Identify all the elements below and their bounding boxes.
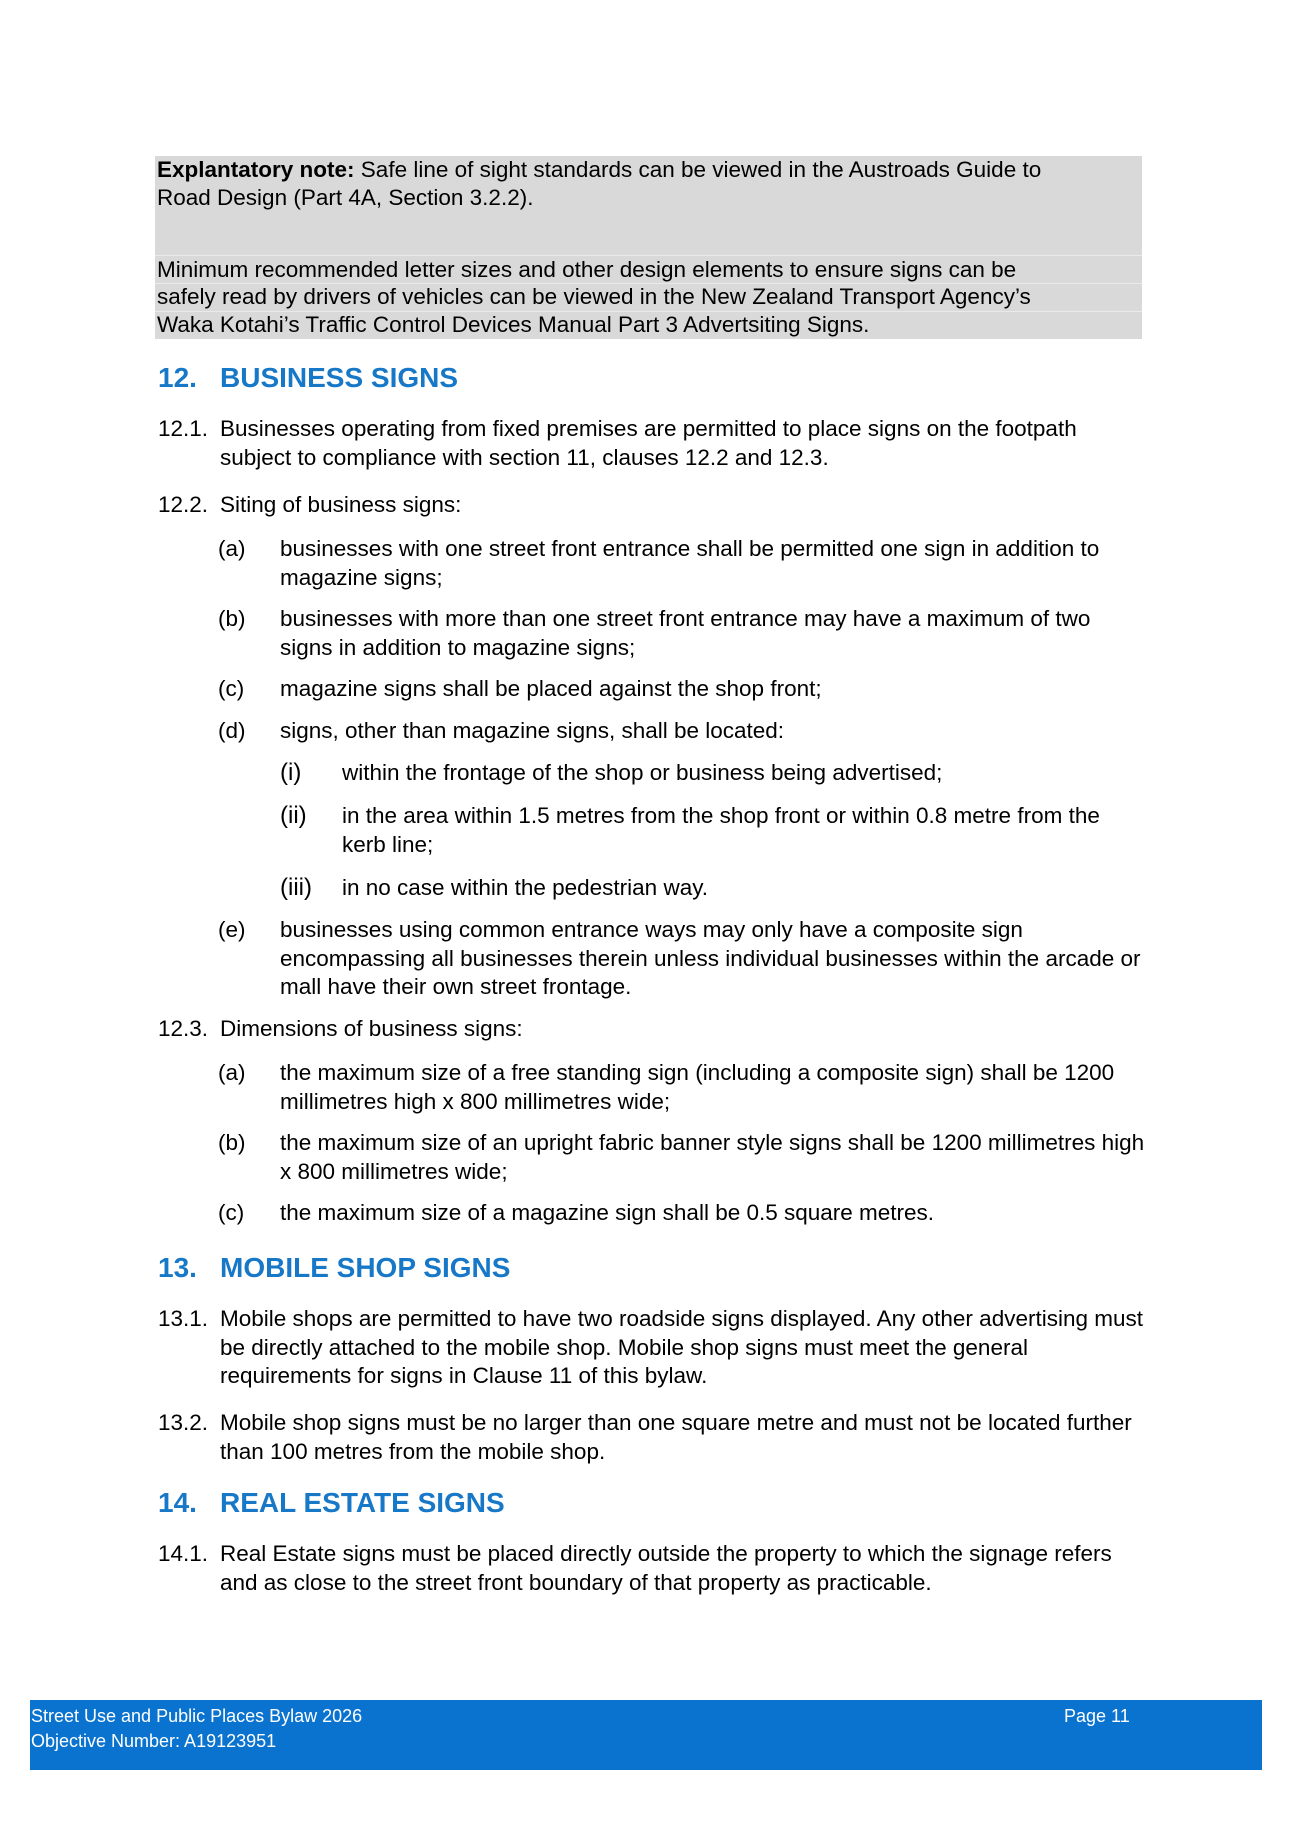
subclause-text: magazine signs shall be placed against the shop front; [280,676,822,701]
clause-text: Mobile shops are permitted to have two roadside signs displayed. Any other advertising must be directly attached to the mobile shop. Mobile shop signs must meet the general requirements for signs in Clause 11 of this bylaw. [220,1306,1143,1388]
subclause-12-2-a [218,535,1148,592]
subclause-label: (c) [218,676,245,701]
subclause-text: signs, other than magazine signs, shall be located: [280,718,785,743]
item-text: in no case within the pedestrian way. [342,875,709,900]
clause-number: 12.1. [158,416,209,441]
clause-number: 12.3. [158,1016,209,1041]
page-footer [30,1700,1262,1770]
item-label: (i) [280,759,302,786]
note-line-5: Waka Kotahi’s Traffic Control Devices Manual Part 3 Advertsiting Signs. [157,312,870,337]
clause-12-3 [158,1015,1148,1044]
subclause-12-2-e [218,916,1148,1002]
clause-13-2 [158,1409,1148,1466]
note-line-3: Minimum recommended letter sizes and other design elements to ensure signs can be [157,257,1017,282]
subclause-label: (c) [218,1200,245,1225]
item-text: in the area within 1.5 metres from the shop front or within 0.8 metre from the kerb line; [342,803,1100,857]
clause-text: Real Estate signs must be placed directly outside the property to which the signage refers and as close to the street front boundary of that property as practicable. [220,1541,1112,1595]
subclause-text: the maximum size of an upright fabric banner style signs shall be 1200 millimetres high x 800 millimetres wide; [280,1130,1145,1184]
footer-doc-title: Street Use and Public Places Bylaw 2026 [31,1706,363,1726]
clause-text: Mobile shop signs must be no larger than one square metre and must not be located further than 100 metres from the mobile shop. [220,1410,1132,1464]
subclause-text: the maximum size of a free standing sign (including a composite sign) shall be 1200 millimetres high x 800 millimetres wide; [280,1060,1115,1114]
clause-text: Siting of business signs: [220,492,462,517]
subclause-12-3-a [218,1059,1148,1116]
note-line-1: Explantatory note: Safe line of sight standards can be viewed in the Austroads Guide to [157,157,1042,182]
clause-number: 13.2. [158,1410,209,1435]
subclause-text: businesses with more than one street front entrance may have a maximum of two signs in addition to magazine signs; [280,606,1091,660]
subclause-label: (d) [218,718,246,743]
subclause-12-2-c [218,675,1148,704]
clause-number: 13.1. [158,1306,209,1331]
subclause-label: (a) [218,1060,246,1085]
clause-12-1 [158,415,1148,472]
subclause-12-3-c [218,1199,1148,1228]
subclause-text: the maximum size of a magazine sign shall be 0.5 square metres. [280,1200,935,1225]
clause-number: 14.1. [158,1541,209,1566]
section-heading-12: 12. BUSINESS SIGNS [158,362,459,393]
item-label: (iii) [280,874,312,901]
item-12-2-d-i [280,759,1148,788]
section-heading-14: 14. REAL ESTATE SIGNS [158,1487,505,1518]
item-12-2-d-ii [280,802,1148,859]
subclause-text: businesses with one street front entrance shall be permitted one sign in addition to magazine signs; [280,536,1100,590]
subclause-text: businesses using common entrance ways may only have a composite sign encompassing all businesses therein unless individual businesses within the arcade or mall have their own street frontage. [280,917,1141,999]
subclause-12-2-d [218,717,1148,746]
subclause-12-3-b [218,1129,1148,1186]
note-line-4: safely read by drivers of vehicles can be viewed in the New Zealand Transport Agency’s [157,284,1031,309]
clause-13-1 [158,1305,1148,1391]
subclause-label: (e) [218,917,246,942]
clause-14-1 [158,1540,1148,1597]
clause-12-2 [158,491,1148,520]
clause-text: Businesses operating from fixed premises are permitted to place signs on the footpath subject to compliance with section 11, clauses 12.2 and 12.3. [220,416,1077,470]
clause-text: Dimensions of business signs: [220,1016,523,1041]
section-heading-13: 13. MOBILE SHOP SIGNS [158,1252,511,1283]
subclause-12-2-b [218,605,1148,662]
footer-objective-number: Objective Number: A19123951 [31,1731,277,1751]
item-12-2-d-iii [280,874,1148,903]
explanatory-note [155,156,1142,339]
subclause-label: (b) [218,1130,246,1155]
note-label: Explantatory note: [157,157,355,182]
clause-number: 12.2. [158,492,209,517]
subclause-label: (a) [218,536,246,561]
item-text: within the frontage of the shop or business being advertised; [342,760,943,785]
subclause-label: (b) [218,606,246,631]
note-line-2: Road Design (Part 4A, Section 3.2.2). [157,185,534,210]
item-label: (ii) [280,802,307,829]
footer-page-number: Page 11 [1064,1706,1130,1726]
